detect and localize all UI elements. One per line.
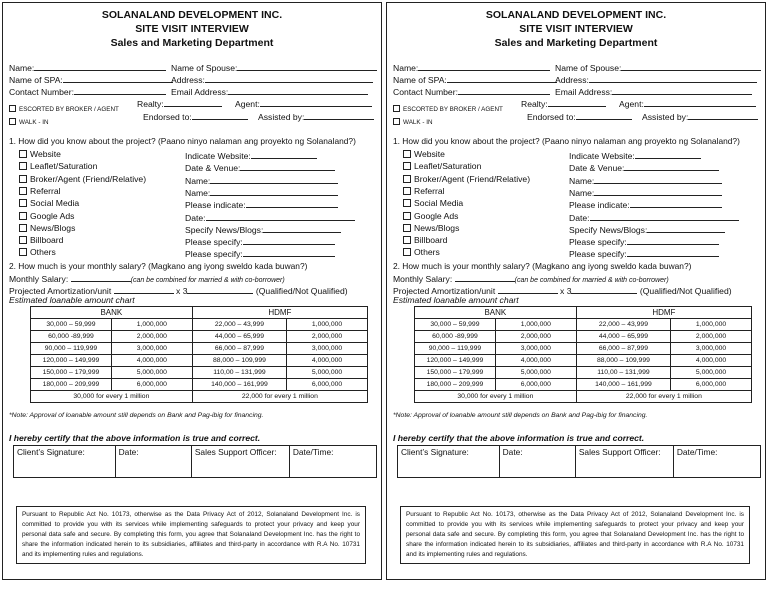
table-cell: 110,00 – 131,999 bbox=[576, 367, 670, 379]
table-cell: 22,000 – 43,999 bbox=[192, 319, 286, 331]
q1-detail-field[interactable] bbox=[185, 247, 335, 259]
q1-checkbox[interactable] bbox=[19, 162, 27, 170]
approval-note: *Note: Approval of loanable amount still depends on Bank and Pag-ibig for financing. bbox=[9, 412, 264, 419]
question-2: 2. How much is your monthly salary? (Magkano ang iyong sweldo kada buwan?) bbox=[9, 261, 308, 271]
approval-note: *Note: Approval of loanable amount still depends on Bank and Pag-ibig for financing. bbox=[393, 412, 648, 419]
table-cell: 5,000,000 bbox=[671, 367, 752, 379]
table-cell: 3,000,000 bbox=[287, 343, 368, 355]
q1-option[interactable] bbox=[403, 211, 458, 221]
q1-option-label: Social Media bbox=[30, 198, 80, 209]
table-cell: 66,000 – 87,999 bbox=[192, 343, 286, 355]
table-row bbox=[415, 331, 752, 343]
q1-option-label: Broker/Agent (Friend/Relative) bbox=[30, 173, 147, 184]
realty-label: Realty: bbox=[137, 99, 164, 109]
q1-checkbox[interactable] bbox=[403, 212, 411, 220]
q1-option[interactable] bbox=[403, 235, 447, 245]
table-cell: 3,000,000 bbox=[495, 343, 576, 355]
company-name: SOLANALAND DEVELOPMENT INC. bbox=[101, 9, 283, 21]
loanable-amount-table bbox=[30, 306, 368, 403]
table-cell: 1,000,000 bbox=[671, 319, 752, 331]
q1-detail-field[interactable] bbox=[185, 198, 338, 210]
q1-option-label: Others bbox=[414, 247, 440, 258]
q1-option-label: Leaflet/Saturation bbox=[30, 161, 98, 172]
spouse-label: Name of Spouse: bbox=[555, 63, 622, 73]
contact-field[interactable] bbox=[393, 85, 550, 97]
q1-checkbox[interactable] bbox=[19, 236, 27, 244]
table-cell: 2,000,000 bbox=[111, 331, 192, 343]
q1-detail-field[interactable] bbox=[569, 149, 701, 161]
walkin-label: WALK - IN bbox=[403, 119, 433, 126]
salary-field[interactable] bbox=[9, 272, 285, 284]
table-row bbox=[415, 343, 752, 355]
officer-cell[interactable] bbox=[191, 446, 289, 478]
table-cell: 60,000 -89,999 bbox=[415, 331, 496, 343]
hdmf-footer: 22,000 for every 1 million bbox=[192, 391, 367, 403]
certify-statement: I hereby certify that the above information is true and correct. bbox=[9, 433, 261, 443]
q1-option[interactable] bbox=[403, 223, 459, 233]
q1-detail-label: Please specify: bbox=[185, 249, 243, 260]
escorted-label: ESCORTED BY BROKER / AGENT bbox=[19, 106, 119, 113]
q1-option[interactable] bbox=[19, 235, 63, 245]
table-row bbox=[415, 319, 752, 331]
table-cell: 4,000,000 bbox=[671, 355, 752, 367]
q1-checkbox[interactable] bbox=[19, 212, 27, 220]
q1-checkbox[interactable] bbox=[403, 248, 411, 256]
q1-option[interactable] bbox=[403, 161, 481, 171]
date-label: Date: bbox=[118, 447, 139, 457]
table-cell: 3,000,000 bbox=[671, 343, 752, 355]
name-label: Name: bbox=[9, 63, 35, 73]
table-cell: 30,000 – 59,999 bbox=[415, 319, 496, 331]
q1-checkbox[interactable] bbox=[403, 150, 411, 158]
q1-option-label: Referral bbox=[30, 185, 61, 196]
q1-checkbox[interactable] bbox=[19, 224, 27, 232]
q1-option[interactable] bbox=[19, 223, 75, 233]
chart-title: Estimated loanable amount chart bbox=[9, 295, 135, 305]
salary-field[interactable] bbox=[393, 272, 669, 284]
amortization-label: Projected Amortization/unit bbox=[393, 286, 496, 296]
agent-label: Agent: bbox=[619, 99, 644, 109]
address-field[interactable] bbox=[555, 73, 757, 85]
agent-field[interactable] bbox=[235, 97, 372, 109]
q1-option-label: Website bbox=[414, 149, 445, 159]
table-cell: 5,000,000 bbox=[495, 367, 576, 379]
assisted-field[interactable] bbox=[258, 110, 374, 122]
q1-detail-label: Date: bbox=[569, 212, 590, 223]
q1-checkbox[interactable] bbox=[19, 150, 27, 158]
table-cell: 2,000,000 bbox=[495, 331, 576, 343]
bank-footer: 30,000 for every 1 million bbox=[31, 391, 193, 403]
walkin-checkbox-row[interactable] bbox=[393, 111, 433, 129]
q1-detail-field[interactable] bbox=[569, 223, 725, 235]
q1-checkbox[interactable] bbox=[19, 199, 27, 207]
officer-cell[interactable] bbox=[575, 446, 673, 478]
question-2: 2. How much is your monthly salary? (Magkano ang iyong sweldo kada buwan?) bbox=[393, 261, 692, 271]
walkin-label: WALK - IN bbox=[19, 119, 49, 126]
table-row bbox=[31, 319, 368, 331]
client-signature-label: Client’s Signature: bbox=[401, 447, 469, 457]
table-cell: 4,000,000 bbox=[287, 355, 368, 367]
endorsed-field[interactable] bbox=[143, 110, 248, 122]
table-cell: 140,000 – 161,999 bbox=[576, 379, 670, 391]
q1-detail-label: Name: bbox=[569, 175, 595, 186]
client-signature-cell[interactable] bbox=[14, 446, 116, 478]
officer-label: Sales Support Officer: bbox=[578, 447, 661, 457]
q1-detail-label: Please specify: bbox=[569, 249, 627, 260]
contact-field[interactable] bbox=[9, 85, 166, 97]
q1-checkbox[interactable] bbox=[403, 162, 411, 170]
q1-detail-label: Specify News/Blogs: bbox=[569, 224, 648, 235]
date-label: Date: bbox=[502, 447, 523, 457]
spouse-label: Name of Spouse: bbox=[171, 63, 238, 73]
q1-detail-field[interactable] bbox=[569, 198, 722, 210]
salary-note: (can be combined for married & with co-borrower) bbox=[130, 277, 285, 284]
form-title: SITE VISIT INTERVIEW bbox=[135, 23, 249, 35]
spouse-field[interactable] bbox=[555, 61, 761, 73]
table-cell: 6,000,000 bbox=[287, 379, 368, 391]
q1-option-label: Broker/Agent (Friend/Relative) bbox=[414, 173, 531, 184]
q1-detail-label: Indicate Website: bbox=[569, 151, 635, 161]
endorsed-field[interactable] bbox=[527, 110, 632, 122]
times-label: x 3 bbox=[560, 286, 572, 296]
q1-detail-field[interactable] bbox=[569, 247, 719, 259]
table-cell: 180,000 – 209,999 bbox=[31, 379, 112, 391]
q1-detail-label: Specify News/Blogs: bbox=[185, 224, 264, 235]
date-cell[interactable] bbox=[115, 446, 191, 478]
table-cell: 88,000 – 109,999 bbox=[192, 355, 286, 367]
assisted-field[interactable] bbox=[642, 110, 758, 122]
table-cell: 2,000,000 bbox=[287, 331, 368, 343]
walkin-checkbox-row[interactable] bbox=[9, 111, 49, 129]
q1-detail-field[interactable] bbox=[185, 186, 338, 198]
q1-option[interactable] bbox=[19, 174, 146, 184]
bank-header: BANK bbox=[415, 307, 577, 319]
signature-table bbox=[397, 445, 761, 478]
table-cell: 1,000,000 bbox=[495, 319, 576, 331]
assisted-label: Assisted by: bbox=[642, 112, 689, 122]
table-row bbox=[31, 331, 368, 343]
q1-detail-label: Date & Venue: bbox=[185, 163, 241, 174]
q1-detail-field[interactable] bbox=[569, 174, 722, 186]
q1-checkbox[interactable] bbox=[19, 248, 27, 256]
spa-label: Name of SPA: bbox=[393, 75, 447, 85]
table-cell: 150,000 – 179,999 bbox=[31, 367, 112, 379]
address-label: Address: bbox=[555, 75, 589, 85]
datetime-label: Date/Time: bbox=[676, 447, 718, 457]
q1-option[interactable] bbox=[19, 198, 79, 208]
signature-table bbox=[13, 445, 377, 478]
table-cell: 5,000,000 bbox=[111, 367, 192, 379]
form-title: SITE VISIT INTERVIEW bbox=[519, 23, 633, 35]
table-cell: 90,000 – 119,999 bbox=[31, 343, 112, 355]
q1-checkbox[interactable] bbox=[19, 175, 27, 183]
loanable-amount-table bbox=[414, 306, 752, 403]
date-cell[interactable] bbox=[499, 446, 575, 478]
table-cell: 60,000 -89,999 bbox=[31, 331, 112, 343]
q1-detail-field[interactable] bbox=[185, 235, 335, 247]
datetime-cell[interactable] bbox=[673, 446, 760, 478]
qualified-label: (Qualified/Not Qualified) bbox=[639, 286, 732, 296]
q1-option[interactable] bbox=[403, 247, 440, 257]
table-row bbox=[31, 379, 368, 391]
q1-option[interactable] bbox=[403, 186, 445, 196]
certify-statement: I hereby certify that the above information is true and correct. bbox=[393, 433, 645, 443]
q1-checkbox[interactable] bbox=[403, 224, 411, 232]
table-row bbox=[415, 379, 752, 391]
q1-option-label: Others bbox=[30, 247, 56, 258]
client-signature-label: Client’s Signature: bbox=[17, 447, 85, 457]
email-label: Email Address: bbox=[555, 87, 613, 97]
q1-option[interactable] bbox=[19, 247, 56, 257]
hdmf-header: HDMF bbox=[576, 307, 751, 319]
table-cell: 150,000 – 179,999 bbox=[415, 367, 496, 379]
contact-label: Contact Number: bbox=[393, 87, 458, 97]
realty-field[interactable] bbox=[137, 97, 222, 109]
table-cell: 3,000,000 bbox=[111, 343, 192, 355]
table-cell: 88,000 – 109,999 bbox=[576, 355, 670, 367]
datetime-label: Date/Time: bbox=[292, 447, 334, 457]
walkin-checkbox[interactable] bbox=[393, 118, 400, 125]
table-cell: 120,000 – 149,999 bbox=[31, 355, 112, 367]
q1-option[interactable] bbox=[403, 149, 445, 159]
table-cell: 4,000,000 bbox=[111, 355, 192, 367]
privacy-notice: Pursuant to Republic Act No. 10173, otherwise as the Data Privacy Act of 2012, Solanaland Development Inc. is committed to provide you with its services while implementing safeguards to protect your privacy and keep your personal data safe and secure. By completing this form, you agree that Solanaland Development Inc. has the right to share the information indicated herein to its subsidiaries, affiliates and third-party in accordance with R.A No. 10731 and its implementing rules and regulations. bbox=[400, 506, 750, 564]
table-cell: 5,000,000 bbox=[287, 367, 368, 379]
site-visit-form-left bbox=[2, 2, 382, 580]
salary-note: (can be combined for married & with co-borrower) bbox=[514, 277, 669, 284]
q1-detail-label: Name: bbox=[185, 175, 211, 186]
q1-option-label: Billboard bbox=[30, 235, 64, 246]
client-signature-cell[interactable] bbox=[398, 446, 500, 478]
table-cell: 44,000 – 65,999 bbox=[192, 331, 286, 343]
table-cell: 2,000,000 bbox=[671, 331, 752, 343]
q1-detail-field[interactable] bbox=[185, 223, 341, 235]
q1-detail-field[interactable] bbox=[569, 161, 719, 173]
site-visit-form-right bbox=[386, 2, 766, 580]
q1-checkbox[interactable] bbox=[19, 187, 27, 195]
table-cell: 180,000 – 209,999 bbox=[415, 379, 496, 391]
q1-detail-label: Date & Venue: bbox=[569, 163, 625, 174]
chart-title: Estimated loanable amount chart bbox=[393, 295, 519, 305]
address-field[interactable] bbox=[171, 73, 373, 85]
email-field[interactable] bbox=[171, 85, 368, 97]
q1-detail-label: Please specify: bbox=[185, 237, 243, 248]
q1-option[interactable] bbox=[403, 198, 463, 208]
q1-option-label: News/Blogs bbox=[414, 222, 460, 233]
table-cell: 140,000 – 161,999 bbox=[192, 379, 286, 391]
q1-option-label: Google Ads bbox=[414, 210, 459, 221]
q1-detail-label: Please indicate: bbox=[569, 200, 630, 211]
spa-field[interactable] bbox=[9, 73, 173, 85]
name-field[interactable] bbox=[9, 61, 166, 73]
table-cell: 6,000,000 bbox=[111, 379, 192, 391]
agent-label: Agent: bbox=[235, 99, 260, 109]
department-name: Sales and Marketing Department bbox=[110, 37, 274, 49]
q1-option-label: Referral bbox=[414, 185, 445, 196]
q1-option[interactable] bbox=[19, 161, 97, 171]
walkin-checkbox[interactable] bbox=[9, 118, 16, 125]
q1-option-label: Leaflet/Saturation bbox=[414, 161, 482, 172]
hdmf-header: HDMF bbox=[192, 307, 367, 319]
q1-option-label: Billboard bbox=[414, 235, 448, 246]
table-row bbox=[415, 355, 752, 367]
amortization-label: Projected Amortization/unit bbox=[9, 286, 112, 296]
q1-option-label: Social Media bbox=[414, 198, 464, 209]
q1-detail-field[interactable] bbox=[569, 211, 739, 223]
table-cell: 30,000 – 59,999 bbox=[31, 319, 112, 331]
question-1: 1. How did you know about the project? (Paano ninyo nalaman ang proyekto ng Solanaland?) bbox=[393, 136, 740, 146]
escorted-label: ESCORTED BY BROKER / AGENT bbox=[403, 106, 503, 113]
times-label: x 3 bbox=[176, 286, 188, 296]
q1-option-label: Website bbox=[30, 149, 61, 159]
salary-label: Monthly Salary: bbox=[9, 274, 69, 284]
endorsed-label: Endorsed to: bbox=[143, 112, 192, 122]
table-cell: 66,000 – 87,999 bbox=[576, 343, 670, 355]
table-cell: 6,000,000 bbox=[671, 379, 752, 391]
q1-detail-field[interactable] bbox=[185, 161, 335, 173]
q1-checkbox[interactable] bbox=[403, 199, 411, 207]
name-label: Name: bbox=[393, 63, 419, 73]
privacy-notice: Pursuant to Republic Act No. 10173, otherwise as the Data Privacy Act of 2012, Solanaland Development Inc. is committed to provide you with its services while implementing safeguards to protect your privacy and keep your personal data safe and secure. By completing this form, you agree that Solanaland Development Inc. has the right to share the information indicated herein to its subsidiaries, affiliates and third-party in accordance with R.A No. 10731 and its implementing rules and regulations. bbox=[16, 506, 366, 564]
q1-option[interactable] bbox=[19, 186, 61, 196]
bank-footer: 30,000 for every 1 million bbox=[415, 391, 577, 403]
table-cell: 110,00 – 131,999 bbox=[192, 367, 286, 379]
assisted-label: Assisted by: bbox=[258, 112, 305, 122]
q1-detail-label: Please indicate: bbox=[185, 200, 246, 211]
q1-detail-label: Please specify: bbox=[569, 237, 627, 248]
spa-label: Name of SPA: bbox=[9, 75, 63, 85]
q1-checkbox[interactable] bbox=[403, 187, 411, 195]
table-row bbox=[31, 355, 368, 367]
q1-detail-field[interactable] bbox=[185, 174, 338, 186]
question-1: 1. How did you know about the project? (Paano ninyo nalaman ang proyekto ng Solanaland?) bbox=[9, 136, 356, 146]
q1-detail-field[interactable] bbox=[569, 186, 722, 198]
email-label: Email Address: bbox=[171, 87, 229, 97]
table-cell: 1,000,000 bbox=[287, 319, 368, 331]
q1-checkbox[interactable] bbox=[403, 236, 411, 244]
spa-field[interactable] bbox=[393, 73, 557, 85]
hdmf-footer: 22,000 for every 1 million bbox=[576, 391, 751, 403]
table-row bbox=[31, 367, 368, 379]
q1-detail-field[interactable] bbox=[569, 235, 719, 247]
name-field[interactable] bbox=[393, 61, 550, 73]
table-cell: 4,000,000 bbox=[495, 355, 576, 367]
qualified-label: (Qualified/Not Qualified) bbox=[255, 286, 348, 296]
department-name: Sales and Marketing Department bbox=[494, 37, 658, 49]
q1-detail-field[interactable] bbox=[185, 211, 355, 223]
realty-label: Realty: bbox=[521, 99, 548, 109]
q1-option[interactable] bbox=[19, 149, 61, 159]
bank-header: BANK bbox=[31, 307, 193, 319]
table-cell: 1,000,000 bbox=[111, 319, 192, 331]
q1-detail-label: Name: bbox=[185, 187, 211, 198]
table-cell: 22,000 – 43,999 bbox=[576, 319, 670, 331]
endorsed-label: Endorsed to: bbox=[527, 112, 576, 122]
contact-label: Contact Number: bbox=[9, 87, 74, 97]
datetime-cell[interactable] bbox=[289, 446, 376, 478]
salary-label: Monthly Salary: bbox=[393, 274, 453, 284]
email-field[interactable] bbox=[555, 85, 752, 97]
q1-option[interactable] bbox=[403, 174, 530, 184]
realty-field[interactable] bbox=[521, 97, 606, 109]
q1-checkbox[interactable] bbox=[403, 175, 411, 183]
table-row bbox=[415, 367, 752, 379]
spouse-field[interactable] bbox=[171, 61, 377, 73]
table-cell: 90,000 – 119,999 bbox=[415, 343, 496, 355]
q1-detail-label: Date: bbox=[185, 212, 206, 223]
table-row bbox=[31, 343, 368, 355]
q1-option-label: News/Blogs bbox=[30, 222, 76, 233]
table-cell: 44,000 – 65,999 bbox=[576, 331, 670, 343]
table-cell: 6,000,000 bbox=[495, 379, 576, 391]
q1-detail-field[interactable] bbox=[185, 149, 317, 161]
agent-field[interactable] bbox=[619, 97, 756, 109]
q1-option-label: Google Ads bbox=[30, 210, 75, 221]
q1-detail-label: Name: bbox=[569, 187, 595, 198]
q1-detail-label: Indicate Website: bbox=[185, 151, 251, 161]
officer-label: Sales Support Officer: bbox=[194, 447, 277, 457]
table-cell: 120,000 – 149,999 bbox=[415, 355, 496, 367]
company-name: SOLANALAND DEVELOPMENT INC. bbox=[485, 9, 667, 21]
q1-option[interactable] bbox=[19, 211, 74, 221]
address-label: Address: bbox=[171, 75, 205, 85]
